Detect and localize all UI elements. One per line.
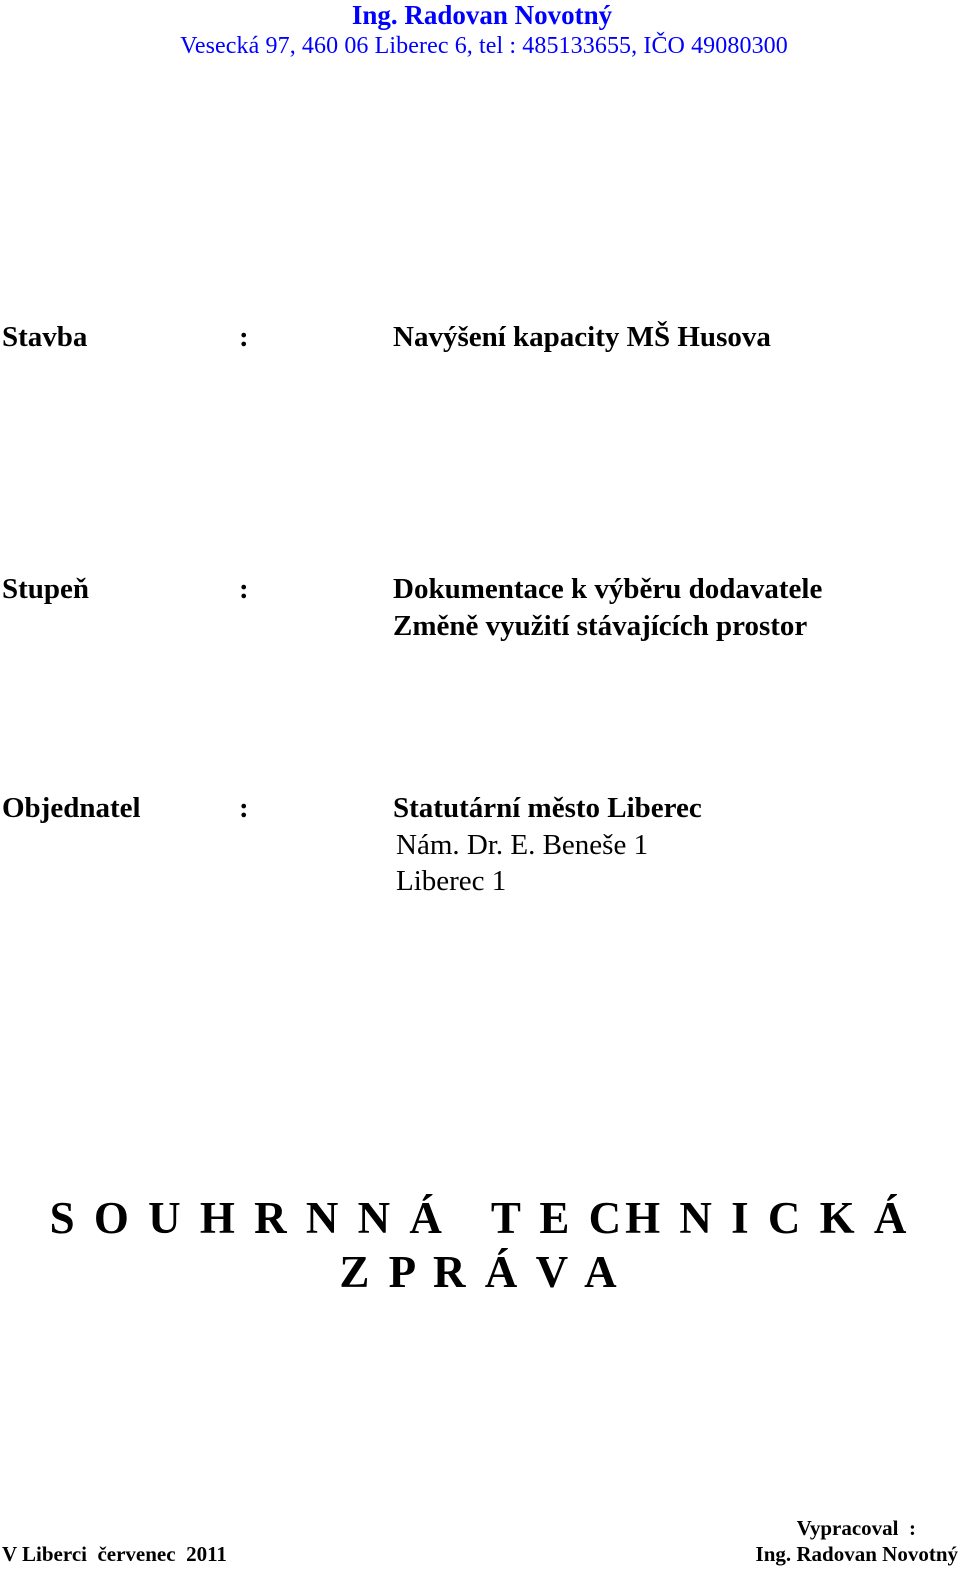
stupen-value-line1: Dokumentace k výběru dodavatele [393, 573, 823, 605]
objednatel-value-line3: Liberec 1 [396, 865, 507, 897]
stupen-label: Stupeň [2, 573, 90, 605]
author-name: Ing. Radovan Novotný [351, 0, 613, 30]
document-title-line2: Z P R Á V A [339, 1247, 621, 1297]
objednatel-value-line2: Nám. Dr. E. Beneše 1 [396, 829, 649, 861]
prepared-by: Ing. Radovan Novotný [755, 1542, 958, 1566]
prepared-label: Vypracoval : [796, 1516, 916, 1540]
objednatel-label: Objednatel [2, 792, 141, 824]
stavba-label: Stavba [2, 321, 88, 353]
objednatel-value-line1: Statutární město Liberec [393, 792, 702, 824]
stupen-value-line2: Změně využití stávajících prostor [393, 610, 808, 642]
author-address: Vesecká 97, 460 06 Liberec 6, tel : 485133655, IČO 49080300 [180, 33, 788, 59]
stupen-colon: : [239, 573, 249, 605]
objednatel-colon: : [239, 792, 249, 824]
place-date: V Liberci červenec 2011 [2, 1542, 227, 1566]
stavba-colon: : [239, 321, 249, 353]
document-title-line1: S O U H R N N Á T E CH N I C K Á [49, 1193, 911, 1243]
stavba-value: Navýšení kapacity MŠ Husova [393, 321, 771, 353]
